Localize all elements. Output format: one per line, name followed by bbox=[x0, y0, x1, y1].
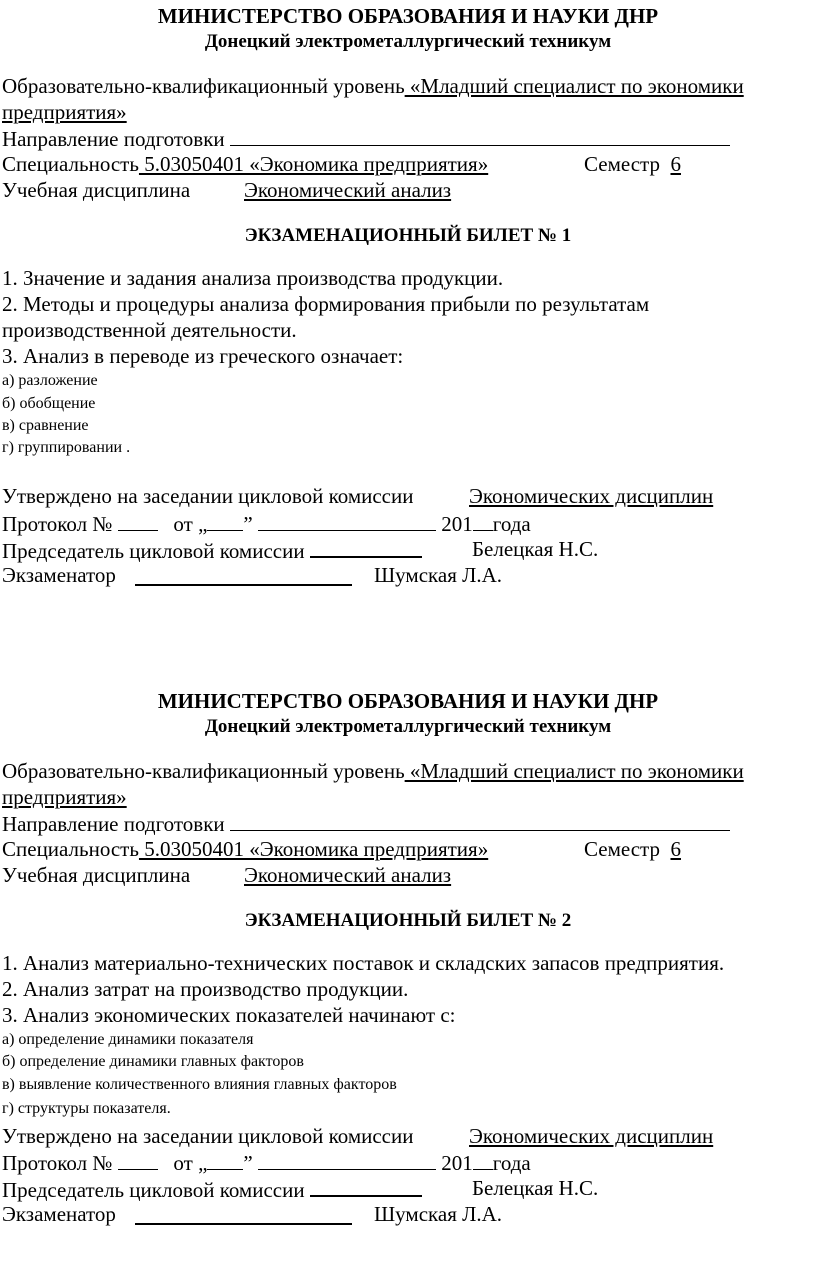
question-2: 2. Методы и процедуры анализа формирования прибыли по результатам bbox=[2, 292, 650, 316]
specialty-label: Специальность bbox=[2, 152, 139, 176]
direction-label: Направление подготовки bbox=[2, 812, 225, 836]
examiner-label: Экзаменатор bbox=[2, 563, 116, 587]
examiner-name: Шумская Л.А. bbox=[374, 563, 503, 587]
protocol-year-blank bbox=[473, 511, 493, 531]
college-heading: Донецкий электрометаллургический техникум bbox=[204, 716, 612, 737]
approved-commission: Экономических дисциплин bbox=[469, 484, 714, 508]
specialty-value: 5.03050401 «Экономика предприятия» bbox=[138, 152, 489, 176]
ticket-title: ЭКЗАМЕНАЦИОННЫЙ БИЛЕТ № 1 bbox=[244, 225, 572, 246]
examiner-line bbox=[2, 563, 116, 587]
question-3: 3. Анализ экономических показателей начинают с: bbox=[2, 1003, 456, 1027]
specialty-value: 5.03050401 «Экономика предприятия» bbox=[138, 837, 489, 861]
question-3: 3. Анализ в переводе из греческого означает: bbox=[2, 344, 404, 368]
approved-commission: Экономических дисциплин bbox=[469, 1124, 714, 1148]
answer-option-d: г) группировании . bbox=[2, 439, 131, 456]
protocol-year-suffix: года bbox=[492, 512, 531, 536]
protocol-date-quote: ” bbox=[243, 512, 253, 536]
direction-blank bbox=[230, 811, 730, 831]
examiner-signature-blank bbox=[135, 565, 352, 586]
protocol-date-label: от „ bbox=[173, 1151, 208, 1175]
question-2-cont: производственной деятельности. bbox=[2, 318, 297, 342]
protocol-date-label: от „ bbox=[173, 512, 208, 536]
protocol-day-blank bbox=[207, 511, 243, 531]
chair-label: Председатель цикловой комиссии bbox=[2, 539, 305, 563]
approved-line bbox=[2, 484, 413, 508]
protocol-month-blank bbox=[258, 511, 436, 531]
question-2: 2. Анализ затрат на производство продукции. bbox=[2, 977, 409, 1001]
protocol-year-prefix: 201 bbox=[441, 1151, 473, 1175]
ministry-heading: МИНИСТЕРСТВО ОБРАЗОВАНИЯ И НАУКИ ДНР bbox=[157, 4, 659, 28]
college-heading: Донецкий электрометаллургический техникум bbox=[204, 31, 612, 52]
protocol-line bbox=[2, 1150, 531, 1175]
qualification-level-value: «Младший специалист по экономики bbox=[404, 759, 744, 783]
qualification-level-line bbox=[2, 74, 744, 98]
chair-label: Председатель цикловой комиссии bbox=[2, 1178, 305, 1202]
semester-value: 6 bbox=[670, 152, 681, 176]
qualification-level-value-cont: предприятия» bbox=[2, 100, 127, 124]
protocol-year-suffix: года bbox=[492, 1151, 531, 1175]
ministry-heading: МИНИСТЕРСТВО ОБРАЗОВАНИЯ И НАУКИ ДНР bbox=[157, 689, 659, 713]
protocol-year-prefix: 201 bbox=[441, 512, 473, 536]
protocol-label: Протокол № bbox=[2, 512, 113, 536]
answer-option-b: б) обобщение bbox=[2, 395, 96, 412]
qualification-level-label: Образовательно-квалификационный уровень bbox=[2, 759, 405, 783]
discipline-line bbox=[2, 863, 190, 887]
semester-line bbox=[584, 152, 681, 176]
chair-name: Белецкая Н.С. bbox=[472, 1176, 599, 1200]
chair-name: Белецкая Н.С. bbox=[472, 537, 599, 561]
protocol-day-blank bbox=[207, 1150, 243, 1170]
specialty-label: Специальность bbox=[2, 837, 139, 861]
question-1: 1. Значение и задания анализа производства продукции. bbox=[2, 266, 504, 290]
chair-signature-blank bbox=[310, 1176, 422, 1197]
answer-option-d: г) структуры показателя. bbox=[2, 1100, 171, 1117]
approved-label: Утверждено на заседании цикловой комиссии bbox=[2, 484, 414, 508]
answer-option-c: в) выявление количественного влияния главных факторов bbox=[2, 1076, 397, 1093]
protocol-month-blank bbox=[258, 1150, 436, 1170]
discipline-label: Учебная дисциплина bbox=[2, 863, 191, 887]
direction-label: Направление подготовки bbox=[2, 127, 225, 151]
approved-line bbox=[2, 1124, 413, 1148]
discipline-line bbox=[2, 178, 190, 202]
qualification-level-value: «Младший специалист по экономики bbox=[404, 74, 744, 98]
examiner-name: Шумская Л.А. bbox=[374, 1202, 503, 1226]
question-1: 1. Анализ материально-технических поставок и складских запасов предприятия. bbox=[2, 951, 725, 975]
approved-label: Утверждено на заседании цикловой комиссии bbox=[2, 1124, 414, 1148]
protocol-number-blank bbox=[118, 1150, 158, 1170]
protocol-date-quote: ” bbox=[243, 1151, 253, 1175]
direction-line bbox=[2, 126, 730, 151]
semester-line bbox=[584, 837, 681, 861]
discipline-label: Учебная дисциплина bbox=[2, 178, 191, 202]
chair-line bbox=[2, 1176, 422, 1202]
semester-label: Семестр bbox=[584, 152, 660, 176]
protocol-number-blank bbox=[118, 511, 158, 531]
qualification-level-label: Образовательно-квалификационный уровень bbox=[2, 74, 405, 98]
direction-blank bbox=[230, 126, 730, 146]
protocol-line bbox=[2, 511, 531, 536]
discipline-value: Экономический анализ bbox=[244, 178, 452, 202]
protocol-year-blank bbox=[473, 1150, 493, 1170]
answer-option-a: а) определение динамики показателя bbox=[2, 1031, 254, 1048]
qualification-level-value-cont: предприятия» bbox=[2, 785, 127, 809]
direction-line bbox=[2, 811, 730, 836]
semester-value: 6 bbox=[670, 837, 681, 861]
qualification-level-line bbox=[2, 759, 744, 783]
answer-option-b: б) определение динамики главных факторов bbox=[2, 1053, 304, 1070]
answer-option-a: а) разложение bbox=[2, 372, 98, 389]
semester-label: Семестр bbox=[584, 837, 660, 861]
chair-line bbox=[2, 537, 422, 563]
examiner-label: Экзаменатор bbox=[2, 1202, 116, 1226]
specialty-line bbox=[2, 152, 488, 176]
examiner-signature-blank bbox=[135, 1204, 352, 1225]
specialty-line bbox=[2, 837, 488, 861]
examiner-line bbox=[2, 1202, 116, 1226]
chair-signature-blank bbox=[310, 537, 422, 558]
discipline-value: Экономический анализ bbox=[244, 863, 452, 887]
ticket-title: ЭКЗАМЕНАЦИОННЫЙ БИЛЕТ № 2 bbox=[244, 910, 572, 931]
answer-option-c: в) сравнение bbox=[2, 417, 89, 434]
protocol-label: Протокол № bbox=[2, 1151, 113, 1175]
